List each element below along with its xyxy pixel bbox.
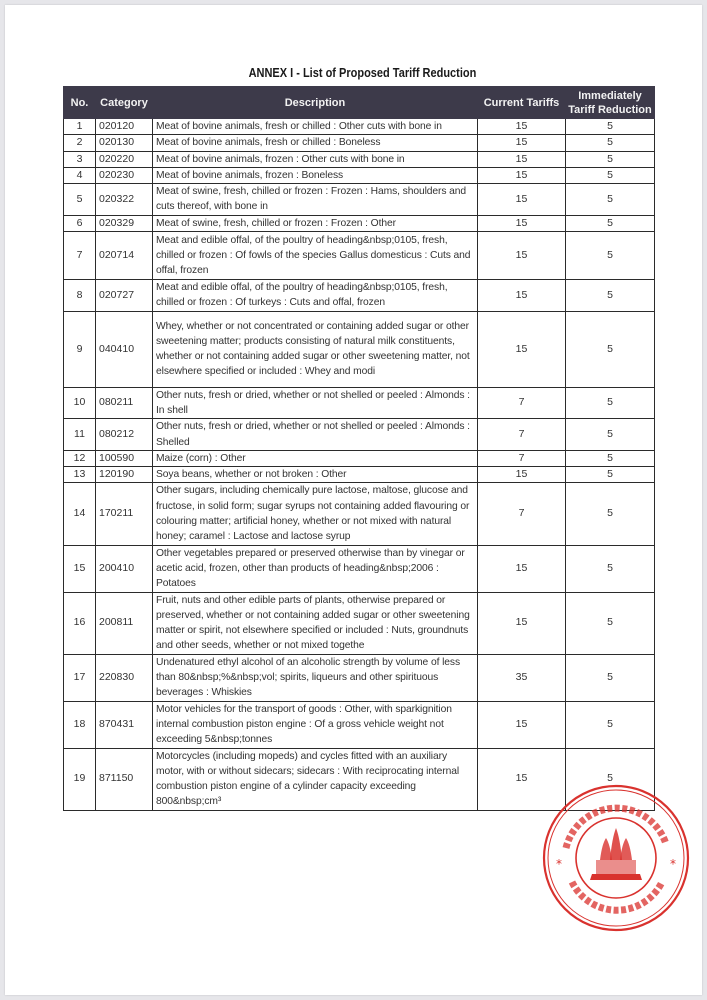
row-current-tariff: 7 — [478, 419, 566, 451]
table-row — [64, 483, 655, 545]
row-number: 11 — [64, 419, 96, 451]
header-immediately-tariff-reduction — [566, 87, 655, 119]
row-current-tariff: 15 — [478, 232, 566, 280]
table-row — [64, 184, 655, 216]
row-number: 10 — [64, 387, 96, 419]
row-tariff-reduction: 5 — [566, 654, 655, 701]
row-description: Meat of bovine animals, frozen : Other cuts with bone in — [153, 151, 478, 167]
row-description: Meat and edible offal, of the poultry of heading&nbsp;0105, fresh, chilled or frozen : Of fowls of the species Gallus domesticus : Cuts and offal, frozen — [153, 232, 478, 280]
row-category: 020220 — [96, 151, 153, 167]
row-current-tariff: 15 — [478, 135, 566, 151]
row-description: Other vegetables prepared or preserved otherwise than by vinegar or acetic acid, frozen, other than products of heading&nbsp;2006 : Potatoes — [153, 545, 478, 592]
table-row — [64, 654, 655, 701]
row-current-tariff: 15 — [478, 592, 566, 654]
table-row — [64, 701, 655, 748]
row-number: 13 — [64, 467, 96, 483]
table-row — [64, 419, 655, 451]
row-description: Motorcycles (including mopeds) and cycles fitted with an auxiliary motor, with or without sidecars; sidecars : With reciprocating internal combustion piston engine of a cylinder capacity exceeding 800&nbsp;cm³ — [153, 748, 478, 810]
seal-bottom-text-arc — [572, 882, 662, 910]
row-description: Meat of bovine animals, fresh or chilled : Boneless — [153, 135, 478, 151]
document-title: ANNEX I - List of Proposed Tariff Reduction — [248, 66, 477, 80]
table-row — [64, 151, 655, 167]
table-row — [64, 592, 655, 654]
row-tariff-reduction: 5 — [566, 592, 655, 654]
row-description: Other sugars, including chemically pure lactose, maltose, glucose and fructose, in solid form; sugar syrups not containing added flavouring or colouring matter; artificial honey, whether or not mixed with natural honey; caramel : Lactose and lactose syrup — [153, 483, 478, 545]
row-current-tariff: 7 — [478, 483, 566, 545]
row-description: Meat of bovine animals, frozen : Boneless — [153, 167, 478, 183]
row-current-tariff: 7 — [478, 387, 566, 419]
row-number: 2 — [64, 135, 96, 151]
official-seal-icon — [540, 782, 692, 934]
row-current-tariff: 15 — [478, 184, 566, 216]
seal-temple-emblem — [590, 828, 642, 880]
row-number: 9 — [64, 311, 96, 387]
table-row — [64, 311, 655, 387]
table-row — [64, 545, 655, 592]
row-current-tariff: 7 — [478, 450, 566, 466]
table-row — [64, 450, 655, 466]
row-tariff-reduction: 5 — [566, 151, 655, 167]
row-tariff-reduction: 5 — [566, 483, 655, 545]
row-number: 6 — [64, 215, 96, 231]
row-category: 020329 — [96, 215, 153, 231]
row-tariff-reduction: 5 — [566, 748, 655, 810]
row-number: 16 — [64, 592, 96, 654]
row-tariff-reduction: 5 — [566, 135, 655, 151]
seal-star-left: * — [556, 857, 562, 871]
row-category: 870431 — [96, 701, 153, 748]
row-number: 3 — [64, 151, 96, 167]
row-number: 17 — [64, 654, 96, 701]
row-current-tariff: 15 — [478, 167, 566, 183]
row-current-tariff: 15 — [478, 215, 566, 231]
row-number: 5 — [64, 184, 96, 216]
row-description: Soya beans, whether or not broken : Other — [153, 467, 478, 483]
row-description: Maize (corn) : Other — [153, 450, 478, 466]
header-no: No. — [64, 87, 96, 119]
row-tariff-reduction: 5 — [566, 184, 655, 216]
row-description: Motor vehicles for the transport of goods : Other, with sparkignition internal combustion piston engine : Of a gross vehicle weight not exceeding 5&nbsp;tonnes — [153, 701, 478, 748]
header-category: Category — [96, 87, 153, 119]
row-category: 200410 — [96, 545, 153, 592]
row-tariff-reduction: 5 — [566, 215, 655, 231]
row-description: Other nuts, fresh or dried, whether or not shelled or peeled : Almonds : Shelled — [153, 419, 478, 451]
row-tariff-reduction: 5 — [566, 232, 655, 280]
row-category: 020130 — [96, 135, 153, 151]
row-number: 7 — [64, 232, 96, 280]
row-tariff-reduction: 5 — [566, 467, 655, 483]
row-current-tariff: 15 — [478, 545, 566, 592]
row-tariff-reduction: 5 — [566, 167, 655, 183]
row-tariff-reduction: 5 — [566, 119, 655, 135]
row-number: 14 — [64, 483, 96, 545]
row-current-tariff: 15 — [478, 119, 566, 135]
row-current-tariff: 15 — [478, 701, 566, 748]
row-current-tariff: 15 — [478, 748, 566, 810]
row-category: 020714 — [96, 232, 153, 280]
row-category: 080211 — [96, 387, 153, 419]
table-row — [64, 280, 655, 312]
row-description: Meat of swine, fresh, chilled or frozen : Frozen : Hams, shoulders and cuts thereof, with bone in — [153, 184, 478, 216]
row-current-tariff: 15 — [478, 311, 566, 387]
table-row — [64, 119, 655, 135]
table-row — [64, 167, 655, 183]
row-category: 040410 — [96, 311, 153, 387]
header-current-tariffs: Current Tariffs — [478, 87, 566, 119]
table-row — [64, 387, 655, 419]
row-category: 871150 — [96, 748, 153, 810]
row-description: Meat of swine, fresh, chilled or frozen : Frozen : Other — [153, 215, 478, 231]
row-description: Fruit, nuts and other edible parts of plants, otherwise prepared or preserved, whether or not containing added sugar or other sweetening matter or spirit, not elsewhere specified or included : Nuts, groundnuts and other seeds, whether or not mixed togethe — [153, 592, 478, 654]
row-category: 020230 — [96, 167, 153, 183]
row-description: Whey, whether or not concentrated or containing added sugar or other sweetening matter; products consisting of natural milk constituents, whether or not containing added sugar or other sweetening matter, not elsewhere specified or included : Whey and modi — [153, 311, 478, 387]
row-number: 8 — [64, 280, 96, 312]
row-tariff-reduction: 5 — [566, 387, 655, 419]
row-category: 170211 — [96, 483, 153, 545]
row-tariff-reduction: 5 — [566, 280, 655, 312]
row-current-tariff: 15 — [478, 280, 566, 312]
row-category: 200811 — [96, 592, 153, 654]
row-number: 18 — [64, 701, 96, 748]
row-number: 19 — [64, 748, 96, 810]
row-category: 100590 — [96, 450, 153, 466]
row-category: 080212 — [96, 419, 153, 451]
row-description: Meat of bovine animals, fresh or chilled : Other cuts with bone in — [153, 119, 478, 135]
row-current-tariff: 35 — [478, 654, 566, 701]
seal-star-right: * — [670, 857, 676, 871]
header-immediately-line2: Tariff Reduction — [568, 103, 652, 116]
row-category: 220830 — [96, 654, 153, 701]
table-row — [64, 135, 655, 151]
row-number: 15 — [64, 545, 96, 592]
row-tariff-reduction: 5 — [566, 545, 655, 592]
row-number: 4 — [64, 167, 96, 183]
table-header-row — [64, 87, 655, 119]
row-number: 1 — [64, 119, 96, 135]
row-description: Undenatured ethyl alcohol of an alcoholic strength by volume of less than 80&nbsp;%&nbsp;vol; spirits, liqueurs and other spirituous beverages : Whiskies — [153, 654, 478, 701]
row-description: Other nuts, fresh or dried, whether or not shelled or peeled : Almonds : In shell — [153, 387, 478, 419]
row-category: 020727 — [96, 280, 153, 312]
row-category: 020120 — [96, 119, 153, 135]
row-number: 12 — [64, 450, 96, 466]
row-tariff-reduction: 5 — [566, 450, 655, 466]
row-category: 020322 — [96, 184, 153, 216]
row-description: Meat and edible offal, of the poultry of heading&nbsp;0105, fresh, chilled or frozen : Of turkeys : Cuts and offal, frozen — [153, 280, 478, 312]
table-row — [64, 215, 655, 231]
row-tariff-reduction: 5 — [566, 419, 655, 451]
header-immediately-line1: Immediately — [578, 89, 642, 102]
row-current-tariff: 15 — [478, 467, 566, 483]
table-row — [64, 467, 655, 483]
row-current-tariff: 15 — [478, 151, 566, 167]
row-tariff-reduction: 5 — [566, 701, 655, 748]
tariff-table — [63, 86, 655, 811]
row-category: 120190 — [96, 467, 153, 483]
row-tariff-reduction: 5 — [566, 311, 655, 387]
table-row — [64, 232, 655, 280]
header-description: Description — [153, 87, 478, 119]
